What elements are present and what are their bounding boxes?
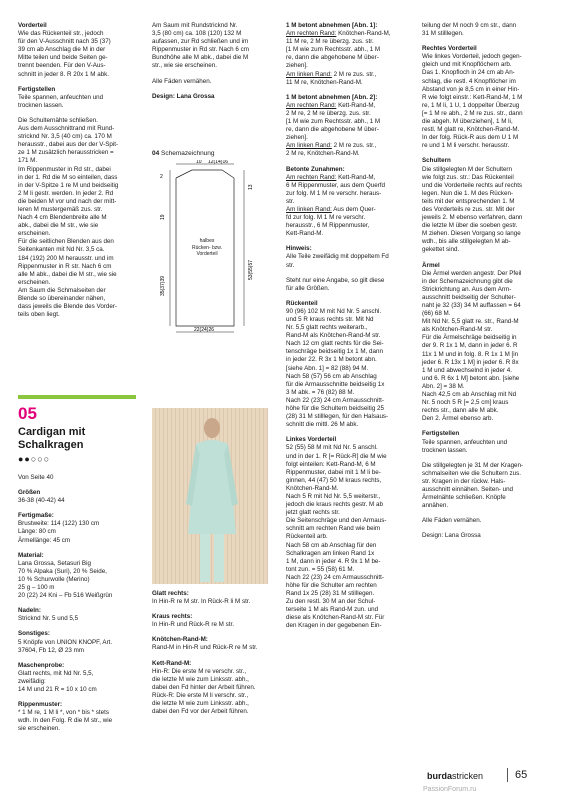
- block-heading: 1 M betont abnehmen [Abn. 1]:: [286, 22, 378, 29]
- block-line: Am linken Rand: Aus dem Quer- fd zur folg. M 1 M re verschr. herausstr., 6 M Rippenmuster, Kett-Rand-M.: [286, 205, 376, 238]
- section-divider-bar: [18, 395, 136, 399]
- block-text: Brustweite: 114 (122) 130 cm Länge: 80 cm Ärmellänge: 45 cm: [18, 520, 100, 544]
- schema-drawing: [152, 160, 268, 336]
- brand-rest: stricken: [452, 771, 484, 781]
- block-text: * 1 M re, 1 M li *, von * bis * stets wdh. In den Folg. R die M str., wie sie erscheinen.: [18, 709, 113, 733]
- block-text: Steht nur eine Angabe, so gilt diese für alle Größen.: [286, 276, 385, 292]
- block-text: Die stillgelegten je 31 M der Kragen- schmalseiten wie die Schultern zus. str. Kragen in der rückw. Hals- ausschnitt einnähen. Seiten- und Ärmelnähte schließen. Knöpfe annähen.: [422, 461, 524, 510]
- block-line: Am linken Rand: 2 M re zus. str., 11 M re, Knötchen-Rand-M.: [286, 70, 377, 86]
- schema-title-text: Schemazeichnung: [161, 150, 215, 157]
- schema-center-label: halbes Rücken- bzw. Vorderteil: [191, 238, 222, 257]
- model-photo: [152, 408, 268, 584]
- block-heading: Fertigstellen: [422, 430, 460, 438]
- block-text: Wie linkes Vorderteil, jedoch gegen- gleich und mit Knopflöchern arb. Das 1. Knopfloch in 24 cm ab An- schlag, die restl. 4 Knopflöcher im Abstand von je 8,5 cm in einer Hin- R wie folgt einstr.: Kett-Rand-M, 1 M re, 1 M li, 1 U, 1 doppelter Überzug [= 1 M re abh., 2 M re zus. str., dann die abgeh. M überziehen], 1 M li, restl. M glatt re, Knötchen-Rand-M. In der folg. Rück-R aus dem U 1 M re und 1 M li verschr. herausstr.: [422, 53, 523, 150]
- block-heading: 1 M betont abnehmen [Abn. 2]:: [286, 93, 378, 101]
- column-4: [422, 22, 548, 540]
- block-text: Alle Fäden vernähen.: [422, 517, 482, 525]
- model-figure: [178, 414, 246, 584]
- column-3: [286, 22, 408, 631]
- block-heading: Maschenprobe:: [18, 661, 65, 669]
- from-page: Von Seite 40: [18, 474, 54, 481]
- block-text: Rand-M in Hin-R und Rück-R re M str.: [152, 644, 258, 652]
- label-top-right: 12(14)16: [208, 160, 229, 165]
- block-heading: Fertigstellen: [18, 85, 56, 93]
- block-text: Die Ärmel werden angestr. Der Pfeil in der Schemazeichnung gibt die Strickrichtung an. Aus dem Arm- ausschnitt beidseitig der Schulter- naht je 32 (33) 34 M auffassen = 64 (66) 68 M. Mit Nd Nr. 5,5 glatt re. str., Rand-M als Knötchen-Rand-M str. Für die Ärmelschräge beidseitig in der 9. R 1x 1 M, dann in jeder 6. R 11x 1 M und in folg. 8. R 1x 1 M [in jeder 6. R 13x 1 M] in jeder 6. R 8x 1 M und abwechselnd in jeder 4. und 6. R 6x 1 M] betont abn. [siehe Abn. 2] = 38 M. Nach 42,5 cm ab Anschlag mit Nd Nr. 5 noch 5 R [= 2,5 cm] kraus rechts str., dann alle M abk. Den 2. Ärmel ebenso arb.: [422, 269, 522, 423]
- block-text: Lana Grossa, Setasuri Big 70 % Alpaka (Suri), 20 % Seide, 10 % Schurwolle (Merino) 25 g – 100 m 20 (22) 24 Kni – Fb 516 Weißgrün: [18, 559, 113, 600]
- block-heading: Kett-Rand-M:: [152, 659, 192, 667]
- block-heading: Hinweis:: [286, 245, 312, 253]
- block-text: Die stillgelegten M der Schultern wie folgt zus. str.: Das Rückenteil und die Vorderteile rechts auf rechts legen. Nun die 1. M des Rücken- teils mit der entsprechenden 1. M des Vorderteils re zus. str. Mit der jeweils 2. M ebenso verfahren, dann die letzte M über die soeben gestr. M ziehen. Diesen Vorgang so lange wdh., bis alle stillgelegten M ab- gekettet sind.: [422, 165, 523, 254]
- block-text: Die Schulternähte schließen. Aus dem Ausschnittrand mit Rund- stricknd Nr. 3,5 (40 cm) ca. 170 M herausstr., dabei aus der der V-Spit- ze 1 M zusätzlich herausstricken = 171 M. Im Rippenmuster in Rd str., dabei in der 1. Rd die M so einteilen, dass in der V-Spitze 1 re M und beidseitig 2 M li gestr. werden. In jeder 2. Rd die beiden M vor und nach der mitt- leren M mustergemäß zus. str. Nach 4 cm Blendenbreite alle M abk., dabei die M str., wie sie erscheinen. Für die seitlichen Blenden aus den Seitenkanten mit Nd Nr. 3,5 ca. 184 (192) 200 M herausstr. und im Rippenmuster in R str. Nach 6 cm alle M abk., dabei die M str., wie sie erscheinen. Am Saum die Schmalseiten der Blende so übereinander nähen, dass jeweils die Blende des Vorder- teils oben liegt.: [18, 116, 119, 319]
- block-text: Wie das Rückenteil str., jedoch für den V-Ausschnitt nach 35 (37) 39 cm ab Anschlag die M in der Mitte teilen und beide Seiten ge- trennt beenden. Für den V-Aus- schnitt in jeder 8. R 20x 1 M abk.: [18, 30, 111, 78]
- block-line: Am rechten Rand: Knötchen-Rand-M, 11 M re, 2 M re überzg. zus. str. [1 M wie zum Rechtsstr. abh., 1 M re, dann die abgehobene M über- ziehen].: [286, 30, 391, 70]
- block-heading: Kraus rechts:: [152, 613, 193, 621]
- block-text: Hin-R: Die erste M re verschr. str., die letzte M wie zum Linksstr. abh., dabei den Fd hinter der Arbeit führen. Rück-R: Die erste M li verschr. str., die letzte M wie zum Linksstr. abh., dabei den Fd vor der Arbeit führen.: [152, 667, 256, 716]
- edge-label: Am rechten Rand:: [286, 30, 337, 38]
- block-line: Am rechten Rand: Kett-Rand-M, 6 M Rippenmuster, aus dem Querfd zur folg. M 1 M re verschr. heraus- str.: [286, 173, 386, 205]
- block-text: In Hin-R und Rück-R re M str.: [152, 621, 234, 629]
- block-heading: Vorderteil: [18, 22, 47, 29]
- block-text: Alle Teile zweifädig mit doppeltem Fd str.: [286, 253, 389, 269]
- section-title: Cardigan mit Schalkragen: [18, 426, 86, 451]
- block-text: 36-38 (40-42) 44: [18, 497, 65, 505]
- block-text: Teile spannen, anfeuchten und trocknen lassen.: [422, 438, 508, 454]
- footer-brand: [427, 771, 483, 781]
- block-text: Design: Lana Grossa: [422, 532, 481, 540]
- label-bottom: 22(24)26: [194, 327, 215, 333]
- column-2: [152, 22, 268, 101]
- edge-label: Am linken Rand:: [286, 70, 332, 78]
- label-left-mid: 19: [160, 214, 166, 220]
- block-heading: Größen: [18, 489, 41, 497]
- schema-title: [152, 150, 215, 157]
- footer-separator: [507, 768, 508, 782]
- block-heading: Rechtes Vorderteil: [422, 45, 477, 53]
- label-right-big: 53(55)57: [248, 259, 254, 280]
- block-heading: Ärmel: [422, 261, 440, 269]
- hem-text: Am Saum mit Rundstricknd Nr. 3,5 (80 cm) ca. 108 (120) 132 M aufassen, zur Rd schließen und im Rippenmuster in Rd str. Nach 6 cm Bundhöhe alle M abk., dabei die M str., wie sie erscheinen.: [152, 22, 249, 70]
- block-heading: Glatt rechts:: [152, 590, 189, 597]
- block-heading: Linkes Vorderteil: [286, 436, 337, 444]
- column-1: [18, 22, 134, 319]
- block-text: 90 (96) 102 M mit Nd Nr. 5 anschl. und 5 R kraus rechts str. Mit Nd Nr. 5,5 glatt rechts weiterarb., Rand-M als Knötchen-Rand-M str. Nach 12 cm glatt rechts für die Sei- tenschräge beidseitig 1x 1 M, dann in jeder 22. R 3x 1 M betont abn. [siehe Abn. 1] = 82 (88) 94 M. Nach 58 (57) 56 cm ab Anschlag für die Armausschnitte beidseitig 1x 3 M abk. = 76 (82) 88 M. Nach 22 (23) 24 cm Armausschnitt- höhe für die Schultern beidseitig 25 (28) 31 M stilllegen, für den Halsaus- schnitt die mittl. 26 M abk.: [286, 307, 389, 429]
- block-line: Am linken Rand: 2 M re zus. str., 2 M re, Knötchen-Rand-M.: [286, 142, 377, 158]
- block-heading: Sonstiges:: [18, 630, 50, 638]
- block-heading: Betonte Zunahmen:: [286, 165, 345, 173]
- label-left-small: 2: [160, 174, 163, 180]
- block-heading: Rückenteil: [286, 299, 318, 307]
- edge-label: Am linken Rand:: [286, 142, 332, 150]
- block-heading: Knötchen-Rand-M:: [152, 636, 208, 644]
- edge-label: Am linken Rand:: [286, 205, 332, 213]
- fade-text: Alle Fäden vernähen.: [152, 77, 212, 85]
- watermark: PassionForum.ru: [423, 786, 477, 793]
- brand-bold: burda: [427, 771, 453, 781]
- block-text: 52 (55) 58 M mit Nd Nr. 5 anschl. und in der 1. R [= Rück-R] die M wie folgt einteilen: Kett-Rand-M, 6 M Rippenmuster, dabei mit 1 M li be- ginnen, 44 (47) 50 M kraus rechts, Knötchen-Rand-M. Nach 5 R mit Nd Nr. 5,5 weiterstr., jedoch die kraus rechts gestr. M ab jetzt glatt rechts str. Die Seitenschräge und den Armaus- schnitt am rechten Rand wie beim Rückenteil arb. Nach 58 cm ab Anschlag für den Schalkragen am linken Rand 1x 1 M, dann in jeder 4. R 9x 1 M be- tont zun. = 55 (58) 61 M. Nach 22 (23) 24 cm Armausschnitt- höhe für die Schulter am rechten Rand 1x 25 (28) 31 M stilllegen. Zu den restl. 30 M an der Schul- terseite 1 M als Rand-M zun. und diese als Knötchen-Rand-M str. Für den Kragen in der gegebenen Ein-: [286, 444, 387, 630]
- block-heading: Schultern: [422, 157, 451, 165]
- block-heading: Fertigmaße:: [18, 512, 54, 520]
- column-2-stitches: [152, 590, 270, 716]
- label-left-big: 35(37)39: [160, 275, 166, 296]
- difficulty-dots: ●●○○○: [18, 454, 51, 464]
- column-1-materials: [18, 474, 136, 733]
- block-heading: Nadeln:: [18, 607, 41, 615]
- edge-label: Am rechten Rand:: [286, 101, 337, 109]
- label-top-left: 10: [196, 160, 202, 165]
- label-right-top: 13: [248, 184, 254, 190]
- block-text: 5 Knöpfe von UNION KNOPF, Art. 37604, Fb 12, Ø 23 mm: [18, 638, 113, 654]
- design-credit: Design: Lana Grossa: [152, 92, 215, 100]
- section-number: 05: [18, 404, 37, 423]
- block-text: teilung der M noch 9 cm str., dann 31 M stilllegen.: [422, 22, 517, 38]
- block-text: In Hin-R re M str. In Rück-R li M str.: [152, 598, 251, 606]
- block-text: Glatt rechts, mit Nd Nr. 5,5, zweifädig: 14 M und 21 R = 10 x 10 cm: [18, 669, 97, 693]
- block-heading: Rippenmuster:: [18, 701, 63, 709]
- schema-number: 04: [152, 150, 160, 157]
- edge-label: Am rechten Rand:: [286, 173, 337, 181]
- block-heading: Material:: [18, 551, 44, 559]
- block-text: Stricknd Nr. 5 und 5,5: [18, 615, 79, 623]
- page-number: 65: [515, 769, 528, 781]
- block-text: Teile spannen, anfeuchten und trocknen lassen.: [18, 93, 104, 109]
- block-line: Am rechten Rand: Kett-Rand-M, 2 M re, 2 M re überzg. zus. str. [1 M wie zum Rechtsstr. abh., 1 M re, dann die abgehobene M über- ziehen].: [286, 101, 381, 142]
